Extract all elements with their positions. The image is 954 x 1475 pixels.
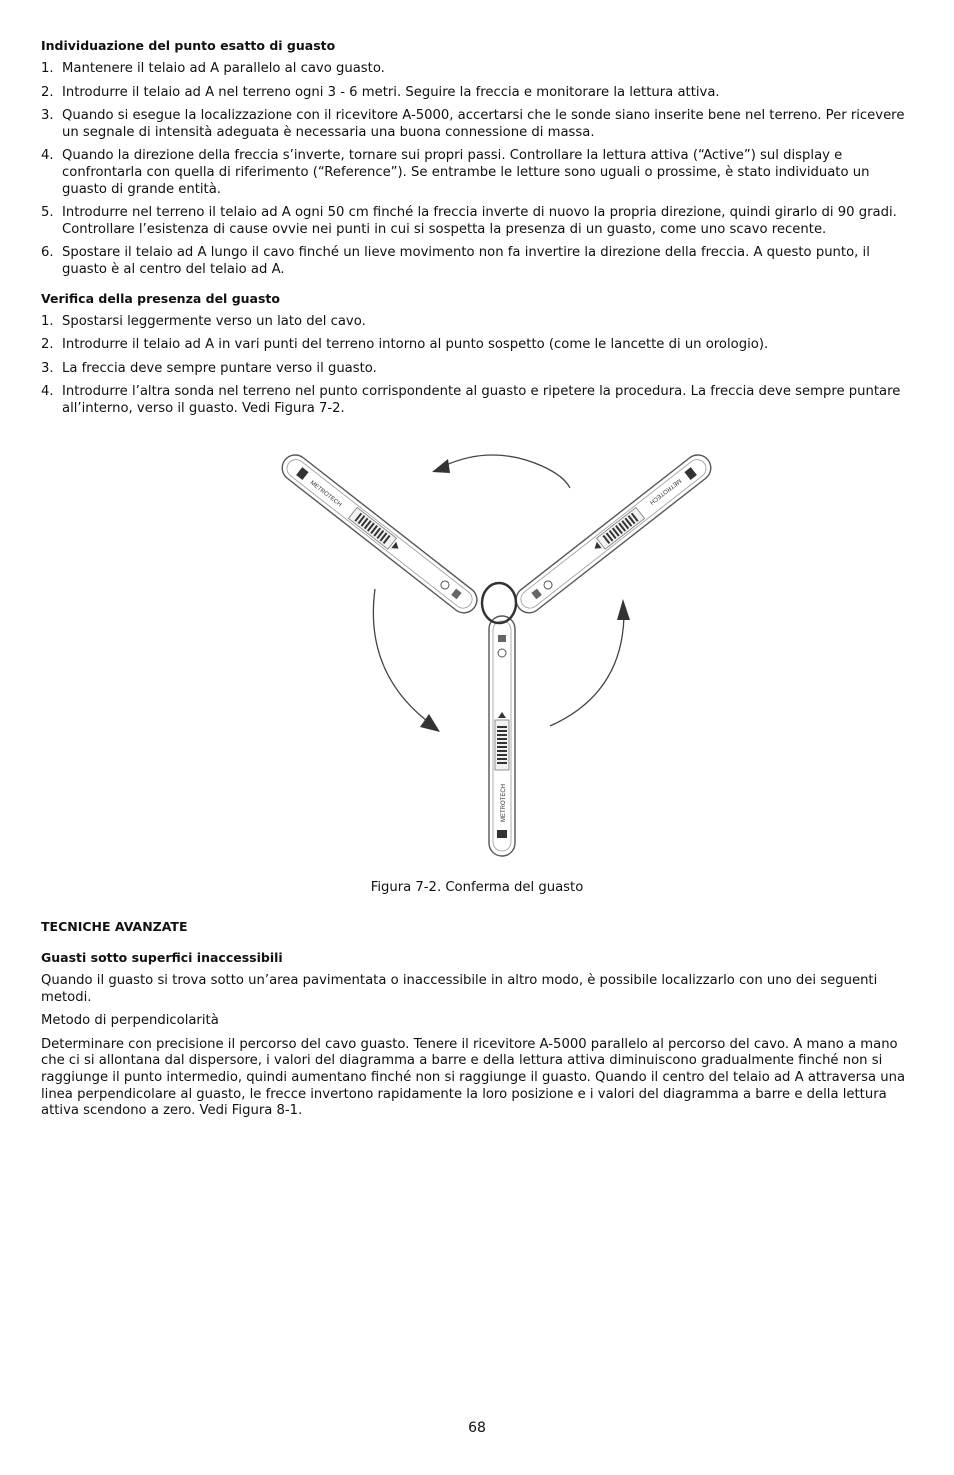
arrow-top: [444, 455, 542, 466]
receiver-bottom: [489, 616, 515, 856]
list-item: 2. Introdurre il telaio ad A in vari punti del terreno intorno al punto sospetto (come le lancette di un orologio).: [41, 337, 769, 353]
device-brand-label: METROTECH: [501, 784, 507, 822]
list-item: 1. Spostarsi leggermente verso un lato del cavo.: [41, 313, 366, 329]
page-number: 68: [468, 1420, 486, 1436]
list-item: 6. Spostare il telaio ad A lungo il cavo finché un lieve movimento non fa invertire la direzione della freccia. A questo punto, il guasto è al centro del telaio ad A.: [41, 245, 870, 277]
arrowhead-left: [420, 714, 440, 732]
list-item: 4. Quando la direzione della freccia s’inverte, tornare sui propri passi. Controllare la lettura attiva (“Active”) sul display e confrontarla con quella di riferimento (“Reference”). Se entrambe le letture sono uguali o prossime, è stato individuato un guasto di grande entità.: [41, 148, 870, 197]
arrow-right: [550, 616, 624, 726]
receiver-upper-left: [277, 450, 482, 618]
device-brand-label: METROTECH: [648, 476, 682, 506]
verify-steps-list: [41, 314, 916, 418]
method-paragraph: Determinare con precisione il percorso del cavo guasto. Tenere il ricevitore A-5000 parallelo al percorso del cavo. A mano a mano che ci si allontana dal dispersore, i valori del diagramma a barre e della lettura attiva diminuiscono gradualmente finché non si raggiunge il punto intermedio, quindi aumentano finché non si raggiunge il guasto. Quando il centro del telaio ad A attraversa una linea perpendicolare al guasto, le frecce invertono rapidamente la loro posizione e i valori del diagramma a barre e della lettura attiva scendono a zero. Vedi Figura 8-1.: [41, 1036, 906, 1119]
figure-fault-confirmation: [272, 446, 722, 861]
list-item: 2. Introdurre il telaio ad A nel terreno ogni 3 - 6 metri. Seguire la freccia e monitorare la lettura attiva.: [41, 84, 720, 100]
arrowhead-top: [432, 459, 450, 473]
list-item: 4. Introdurre l’altra sonda nel terreno nel punto corrispondente al guasto e ripetere la procedura. La freccia deve sempre puntare all’interno, verso il guasto. Vedi Figura 7-2.: [41, 384, 901, 416]
arrowhead-right: [617, 599, 630, 620]
list-item: 5. Introdurre nel terreno il telaio ad A ogni 50 cm finché la freccia inverte di nuovo la propria direzione, quindi girarlo di 90 gradi. Controllare l’esistenza di cause ovvie nei punti in cui si sospetta la presenza di un guasto, come uno scavo recente.: [41, 205, 897, 237]
receiver-upper-right: [511, 450, 716, 618]
list-item: 3. Quando si esegue la localizzazione con il ricevitore A-5000, accertarsi che le sonde siano inserite bene nel terreno. Per ricevere un segnale di intensità adeguata è necessaria una buona connessione di massa.: [41, 108, 905, 140]
list-item: 3. La freccia deve sempre puntare verso il guasto.: [41, 360, 377, 376]
device-brand-label: METROTECH: [308, 480, 343, 509]
arrow-left: [373, 589, 427, 721]
figure-caption: Figura 7-2. Conferma del guasto: [370, 880, 584, 895]
page-content: [41, 38, 916, 425]
section-heading-verify: Verifica della presenza del guasto: [41, 290, 280, 306]
section-heading-inaccessible: Guasti sotto superfici inaccessibili: [41, 950, 283, 965]
advanced-section: [41, 919, 916, 1127]
method-label: Metodo di perpendicolarità: [41, 1013, 219, 1029]
locate-steps-list: [41, 61, 916, 279]
list-item: 1. Mantenere il telaio ad A parallelo al cavo guasto.: [41, 61, 385, 76]
intro-paragraph: Quando il guasto si trova sotto un’area pavimentata o inaccessibile in altro modo, è possibile localizzarlo con uno dei seguenti metodi.: [41, 973, 878, 1005]
section-heading-locate: Individuazione del punto esatto di guasto: [41, 38, 336, 53]
section-title-advanced: TECNICHE AVANZATE: [41, 919, 188, 934]
